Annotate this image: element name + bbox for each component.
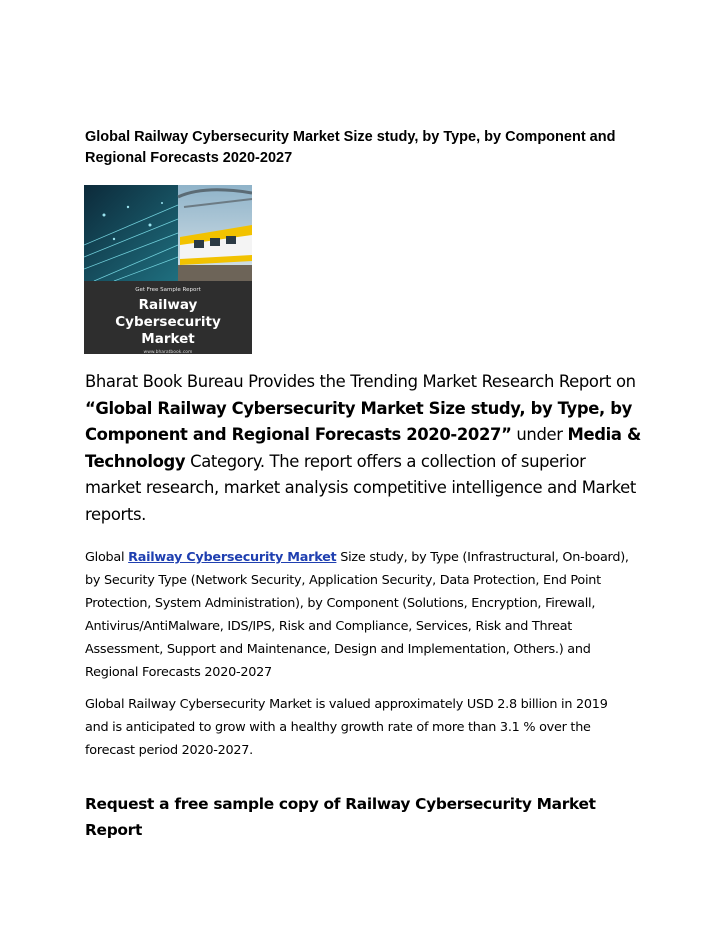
railway-cybersecurity-market-link[interactable]: Railway Cybersecurity Market — [128, 550, 337, 565]
cover-title-band — [84, 281, 252, 354]
scope-prefix: Global — [85, 550, 125, 565]
cover-name-line2: Market — [141, 331, 195, 347]
report-cover-image — [84, 185, 252, 354]
intro-report-title: “Global Railway Cybersecurity Market Size study, by Type, by Component and Regional Forecasts 2020-2027” — [85, 398, 632, 444]
scope-rest: Size study, by Type (Infrastructural, On-board), by Security Type (Network Security, Application Security, Data Protection, End Point Protection, System Administration), by Component (Solutions, Encryption, Firewall, Antivirus/AntiMalware, IDS/IPS, Risk and Compliance, Services, Risk and Threat Assessment, Support and Maintenance, Design and Implementation, Others.) and Regional Forecasts 2020-2027 — [85, 550, 629, 680]
intro-under: under — [516, 425, 563, 444]
intro-category: Media & Technology — [85, 425, 641, 471]
cover-site-url: www.bharatbook.com — [143, 350, 193, 354]
intro-paragraph — [85, 369, 645, 528]
railway-illustration — [84, 185, 252, 281]
market-value-paragraph: Global Railway Cybersecurity Market is valued approximately USD 2.8 billion in 2019 and is anticipated to grow with a healthy growth rate of more than 3.1 % over the forecast period 2020-2027. — [85, 697, 608, 758]
market-scope-paragraph — [85, 546, 630, 684]
intro-tail: Category. The report offers a collection of superior market research, market analysis competitive intelligence and Market reports. — [85, 451, 636, 524]
cover-sample-label: Get Free Sample Report — [135, 287, 201, 293]
intro-lead: Bharat Book Bureau Provides the Trending Market Research Report on — [85, 372, 636, 391]
document-title: Global Railway Cybersecurity Market Size study, by Type, by Component and Regional Forecasts 2020-2027 — [85, 129, 616, 166]
cover-report-name — [84, 297, 252, 348]
sample-request-heading: Request a free sample copy of Railway Cybersecurity Market Report — [85, 795, 596, 839]
cover-name-line1: Railway Cybersecurity — [115, 297, 221, 330]
